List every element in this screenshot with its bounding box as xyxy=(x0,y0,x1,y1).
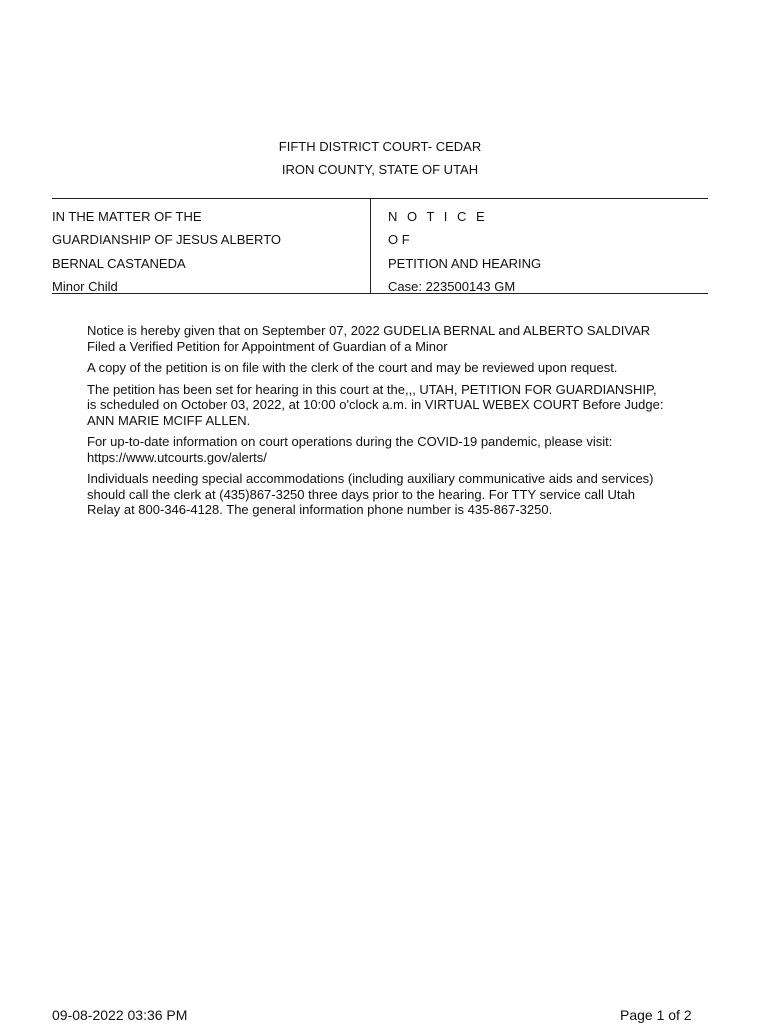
court-header xyxy=(0,135,760,181)
text-line: For up-to-date information on court operations during the COVID-19 pandemic, please visit: xyxy=(87,434,613,449)
covid-paragraph xyxy=(87,434,707,465)
court-location: IRON COUNTY, STATE OF UTAH xyxy=(281,162,479,177)
caption-left-line: BERNAL CASTANEDA xyxy=(52,255,186,271)
caption-parties xyxy=(52,205,281,298)
caption-divider xyxy=(370,199,371,293)
caption-right-line: PETITION AND HEARING xyxy=(388,255,542,271)
text-line: should call the clerk at (435)867-3250 three days prior to the hearing. For TTY service call Utah xyxy=(87,486,635,502)
caption-left-line: IN THE MATTER OF THE xyxy=(52,209,202,224)
hearing-paragraph xyxy=(87,382,707,429)
text-line: Notice is hereby given that on September 07, 2022 GUDELIA BERNAL and ALBERTO SALDIVAR xyxy=(87,323,651,338)
page-number: Page 1 of 2 xyxy=(620,1007,692,1023)
notice-body xyxy=(87,323,707,524)
text-line: A copy of the petition is on file with the clerk of the court and may be reviewed upon request. xyxy=(87,360,618,375)
case-number: Case: 223500143 GM xyxy=(388,278,516,294)
text-line: Relay at 800-346-4128. The general information phone number is 435-867-3250. xyxy=(87,502,553,517)
notice-paragraph xyxy=(87,360,707,376)
text-line: The petition has been set for hearing in this court at the,,, UTAH, PETITION FOR GUARDIANSHIP, xyxy=(87,381,657,397)
text-line: is scheduled on October 03, 2022, at 10:00 o'clock a.m. in VIRTUAL WEBEX COURT Before Judge: xyxy=(87,397,664,412)
text-line: ANN MARIE MCIFF ALLEN. xyxy=(87,412,251,428)
text-line: Filed a Verified Petition for Appointment of Guardian of a Minor xyxy=(87,338,448,354)
footer-timestamp: 09-08-2022 03:36 PM xyxy=(52,1007,188,1023)
court-name: FIFTH DISTRICT COURT- CEDAR xyxy=(278,139,482,154)
text-line: Individuals needing special accommodations (including auxiliary communicative aids and services) xyxy=(87,471,654,486)
caption-left-line: Minor Child xyxy=(52,278,118,294)
case-caption xyxy=(52,198,708,294)
caption-right-line: O F xyxy=(388,232,410,248)
notice-heading: N O T I C E xyxy=(388,209,488,224)
accommodations-paragraph xyxy=(87,471,707,518)
caption-title xyxy=(388,205,541,298)
notice-paragraph xyxy=(87,323,707,354)
alerts-url: https://www.utcourts.gov/alerts/ xyxy=(87,449,267,465)
caption-left-line: GUARDIANSHIP OF JESUS ALBERTO xyxy=(52,232,282,248)
